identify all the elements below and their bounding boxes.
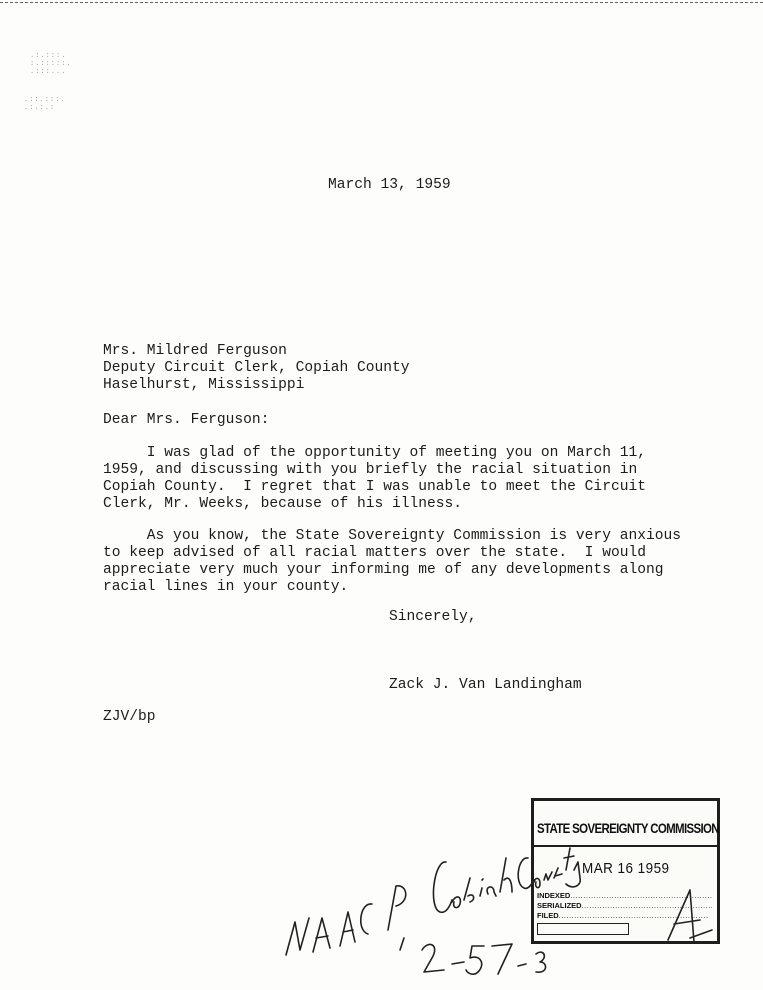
body-line: As you know, the State Sovereignty Commission is very anxious — [103, 528, 682, 544]
body-line: 1959, and discussing with you briefly the racial situation in — [103, 462, 638, 478]
typist-initials: ZJV/bp — [103, 709, 156, 725]
scan-speckle: .:.:::. :.:::::. .:::... — [30, 52, 72, 76]
signature-block: Zack J. Van Landingham — [389, 677, 582, 693]
body-line: to keep advised of all racial matters over the state. I would — [103, 545, 646, 561]
salutation: Dear Mrs. Ferguson: — [103, 412, 270, 428]
top-border-rule — [0, 2, 763, 3]
closing: Sincerely, — [389, 609, 477, 625]
address-line: Mrs. Mildred Ferguson — [103, 343, 287, 359]
scan-speckle: .::.:::. .:.:.: — [24, 96, 66, 112]
address-line: Haselhurst, Mississippi — [103, 377, 305, 393]
received-stamp — [531, 798, 720, 944]
body-paragraph-2 — [103, 528, 681, 596]
body-paragraph-1 — [103, 445, 646, 513]
stamp-field-serialized: SERIALIZED ..... — [537, 901, 712, 910]
stamp-field-indexed: INDEXED ..... — [537, 891, 712, 900]
stamp-field-filed: FILED ..... — [537, 911, 712, 920]
body-line: racial lines in your county. — [103, 579, 349, 595]
letter-date: March 13, 1959 — [328, 177, 451, 193]
inside-address — [103, 343, 410, 394]
body-line: Copiah County. I regret that I was unable to meet the Circuit — [103, 479, 646, 495]
body-line: I was glad of the opportunity of meeting you on March 11, — [103, 445, 646, 461]
stamp-divider — [534, 845, 717, 847]
stamp-date: MAR 16 1959 — [582, 860, 670, 877]
stamp-box — [537, 923, 629, 935]
body-line: appreciate very much your informing me of any developments along — [103, 562, 664, 578]
stamp-title: STATE SOVEREIGNTY COMMISSION — [537, 820, 719, 836]
body-line: Clerk, Mr. Weeks, because of his illness. — [103, 496, 463, 512]
address-line: Deputy Circuit Clerk, Copiah County — [103, 360, 410, 376]
